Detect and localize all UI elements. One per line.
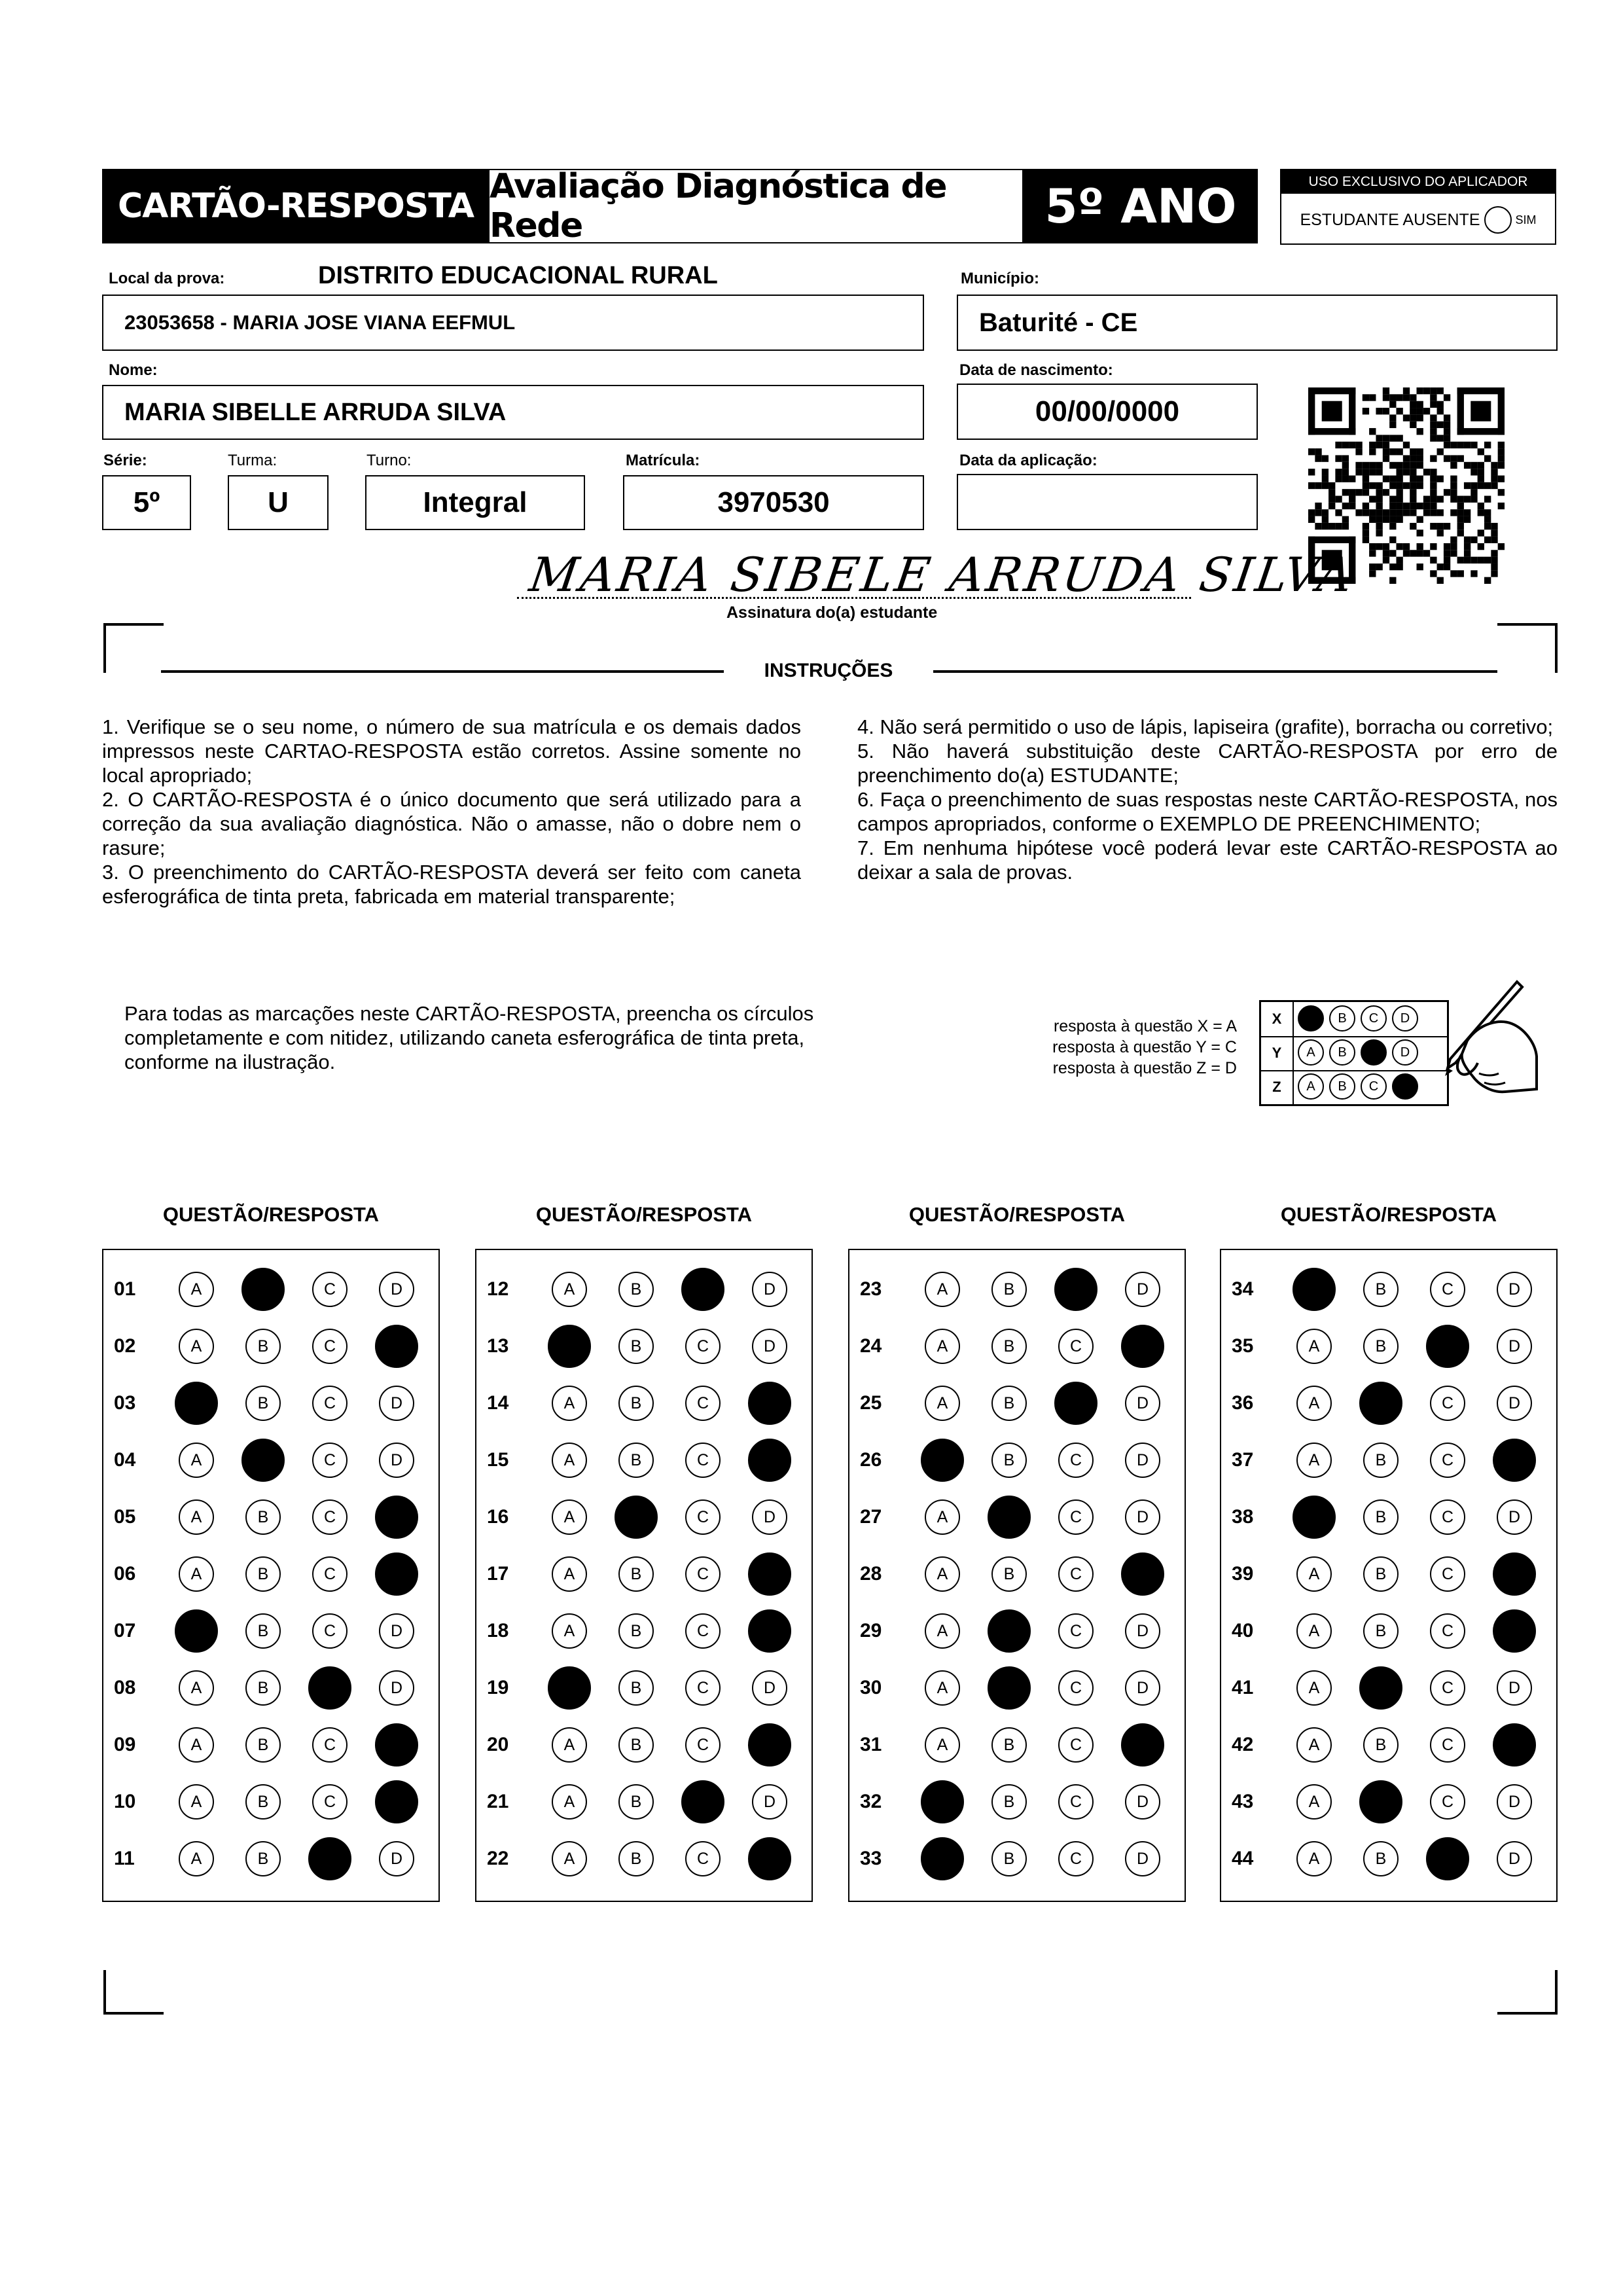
question-number: 06	[114, 1563, 136, 1585]
question-number: 44	[1232, 1848, 1254, 1869]
answer-bubble-38-b[interactable]: B	[1363, 1499, 1399, 1535]
turma-value: U	[268, 486, 289, 518]
example-bubble-c	[1361, 1039, 1387, 1066]
answer-bubble-28-c[interactable]: C	[1058, 1556, 1094, 1592]
question-column-title: QUESTÃO/RESPOSTA	[908, 1203, 1126, 1226]
answer-bubble-36-d[interactable]: D	[1497, 1386, 1532, 1421]
answer-bubble-02-b[interactable]: B	[245, 1329, 281, 1364]
question-number: 43	[1232, 1791, 1254, 1812]
answer-bubble-24-c[interactable]: C	[1058, 1329, 1094, 1364]
question-number: 07	[114, 1620, 136, 1641]
answer-bubble-19-a[interactable]	[548, 1666, 591, 1710]
answer-bubble-34-d[interactable]: D	[1497, 1272, 1532, 1307]
answer-bubble-40-c[interactable]: C	[1430, 1613, 1465, 1649]
question-number: 03	[114, 1392, 136, 1414]
instruction-6: 6. Faça o preenchimento de suas respostas neste CARTÃO-RESPOSTA, nos campos apropriados, conforme o EXEMPLO DE PREENCHIMENTO;	[857, 788, 1558, 835]
answer-bubble-39-a[interactable]: A	[1296, 1556, 1332, 1592]
example-key: Y	[1261, 1036, 1294, 1070]
question-number: 35	[1232, 1335, 1254, 1357]
answer-bubble-06-c[interactable]: C	[312, 1556, 348, 1592]
answer-bubble-39-d[interactable]	[1493, 1552, 1536, 1596]
answer-bubble-24-a[interactable]: A	[925, 1329, 960, 1364]
answer-bubble-13-a[interactable]	[548, 1325, 591, 1368]
divider-right	[933, 670, 1497, 673]
answer-bubble-35-d[interactable]: D	[1497, 1329, 1532, 1364]
answer-bubble-31-c[interactable]: C	[1058, 1727, 1094, 1763]
answer-bubble-06-a[interactable]: A	[179, 1556, 214, 1592]
instructions-title: INSTRUÇÕES	[764, 660, 893, 681]
answer-bubble-14-a[interactable]: A	[552, 1386, 587, 1421]
answer-bubble-40-b[interactable]: B	[1363, 1613, 1399, 1649]
answer-bubble-21-c[interactable]	[681, 1780, 724, 1823]
instructions-left	[102, 715, 801, 908]
instruction-2: 2. O CARTÃO-RESPOSTA é o único documento que será utilizado para a correção da sua avaliação diagnóstica. Não o amasse, não o dobre nem o rasure;	[102, 788, 801, 859]
question-number: 42	[1232, 1734, 1254, 1755]
question-number: 20	[487, 1734, 509, 1755]
answer-bubble-18-c[interactable]: C	[685, 1613, 721, 1649]
example-bubble-b: B	[1329, 1005, 1355, 1031]
answer-bubble-04-b[interactable]	[241, 1439, 285, 1482]
example-label-x: resposta à questão X = A	[1053, 1017, 1237, 1035]
answer-bubble-09-b[interactable]: B	[245, 1727, 281, 1763]
answer-bubble-01-b[interactable]	[241, 1268, 285, 1311]
example-bubble-c: C	[1361, 1005, 1387, 1031]
question-number: 32	[860, 1791, 882, 1812]
answer-bubble-11-a[interactable]: A	[179, 1841, 214, 1876]
answer-bubble-13-d[interactable]: D	[752, 1329, 787, 1364]
answer-bubble-06-d[interactable]	[375, 1552, 418, 1596]
answer-bubble-12-d[interactable]: D	[752, 1272, 787, 1307]
question-number: 08	[114, 1677, 136, 1698]
example-bubble-d: D	[1392, 1005, 1418, 1031]
answer-bubble-01-d[interactable]: D	[379, 1272, 414, 1307]
answer-bubble-22-b[interactable]: B	[618, 1841, 654, 1876]
nome-label: Nome:	[109, 361, 158, 379]
answer-bubble-28-a[interactable]: A	[925, 1556, 960, 1592]
answer-bubble-11-b[interactable]: B	[245, 1841, 281, 1876]
nome-value: MARIA SIBELLE ARRUDA SILVA	[124, 398, 507, 426]
answer-bubble-43-a[interactable]: A	[1296, 1784, 1332, 1820]
instruction-7: 7. Em nenhuma hipótese você poderá levar este CARTÃO-RESPOSTA ao deixar a sala de provas.	[857, 836, 1558, 884]
serie-label: Série:	[103, 452, 147, 469]
answer-bubble-08-d[interactable]: D	[379, 1670, 414, 1706]
answer-bubble-34-c[interactable]: C	[1430, 1272, 1465, 1307]
answer-bubble-17-a[interactable]: A	[552, 1556, 587, 1592]
aplicacao-field[interactable]	[957, 474, 1258, 530]
answer-bubble-39-b[interactable]: B	[1363, 1556, 1399, 1592]
answer-bubble-41-b[interactable]	[1359, 1666, 1402, 1710]
serie-value: 5º	[133, 486, 160, 518]
answer-bubble-16-a[interactable]: A	[552, 1499, 587, 1535]
nascimento-field	[957, 384, 1258, 440]
answer-bubble-34-a[interactable]	[1293, 1268, 1336, 1311]
answer-bubble-02-a[interactable]: A	[179, 1329, 214, 1364]
answer-bubble-33-a[interactable]	[921, 1837, 964, 1880]
answer-bubble-12-b[interactable]: B	[618, 1272, 654, 1307]
answer-bubble-01-a[interactable]: A	[179, 1272, 214, 1307]
answer-bubble-27-b[interactable]	[988, 1496, 1031, 1539]
answer-bubble-30-d[interactable]: D	[1125, 1670, 1160, 1706]
answer-bubble-14-b[interactable]: B	[618, 1386, 654, 1421]
absent-yes-label: SIM	[1515, 213, 1537, 226]
answer-bubble-06-b[interactable]: B	[245, 1556, 281, 1592]
question-number: 05	[114, 1506, 136, 1528]
municipio-label: Município:	[961, 270, 1039, 287]
answer-bubble-30-b[interactable]	[988, 1666, 1031, 1710]
answer-bubble-15-d[interactable]	[748, 1439, 791, 1482]
answer-bubble-09-a[interactable]: A	[179, 1727, 214, 1763]
answer-bubble-40-a[interactable]: A	[1296, 1613, 1332, 1649]
example-bubble-a: A	[1298, 1039, 1324, 1066]
district-name: DISTRITO EDUCACIONAL RURAL	[318, 262, 718, 289]
question-number: 36	[1232, 1392, 1254, 1414]
answer-bubble-11-d[interactable]: D	[379, 1841, 414, 1876]
example-bubble-a	[1298, 1005, 1324, 1031]
answer-bubble-14-d[interactable]	[748, 1382, 791, 1425]
answer-bubble-21-a[interactable]: A	[552, 1784, 587, 1820]
answer-bubble-05-d[interactable]	[375, 1496, 418, 1539]
answer-bubble-39-c[interactable]: C	[1430, 1556, 1465, 1592]
answer-bubble-40-d[interactable]	[1493, 1609, 1536, 1653]
student-signature: MARIA SIBELE ARRUDA SILVA	[526, 547, 1359, 602]
answer-bubble-03-c[interactable]: C	[312, 1386, 348, 1421]
question-number: 24	[860, 1335, 882, 1357]
nascimento-value: 00/00/0000	[1035, 395, 1180, 427]
question-number: 40	[1232, 1620, 1254, 1641]
local-value: 23053658 - MARIA JOSE VIANA EEFMUL	[124, 311, 516, 334]
question-number: 21	[487, 1791, 509, 1812]
question-number: 18	[487, 1620, 509, 1641]
answer-bubble-18-b[interactable]: B	[618, 1613, 654, 1649]
question-number: 01	[114, 1278, 136, 1300]
question-number: 27	[860, 1506, 882, 1528]
answer-bubble-10-a[interactable]: A	[179, 1784, 214, 1820]
answer-bubble-44-c[interactable]	[1426, 1837, 1469, 1880]
municipio-field	[957, 295, 1558, 351]
answer-bubble-15-b[interactable]: B	[618, 1443, 654, 1478]
answer-bubble-38-d[interactable]: D	[1497, 1499, 1532, 1535]
local-label: Local da prova:	[109, 270, 225, 287]
answer-bubble-42-d[interactable]	[1493, 1723, 1536, 1767]
answer-bubble-37-b[interactable]: B	[1363, 1443, 1399, 1478]
answer-bubble-13-c[interactable]: C	[685, 1329, 721, 1364]
answer-bubble-41-d[interactable]: D	[1497, 1670, 1532, 1706]
answer-bubble-02-c[interactable]: C	[312, 1329, 348, 1364]
question-column-title: QUESTÃO/RESPOSTA	[1280, 1203, 1497, 1226]
answer-bubble-17-b[interactable]: B	[618, 1556, 654, 1592]
question-number: 25	[860, 1392, 882, 1414]
question-number: 16	[487, 1506, 509, 1528]
absent-label: ESTUDANTE AUSENTE	[1300, 210, 1480, 229]
question-number: 09	[114, 1734, 136, 1755]
answer-bubble-22-d[interactable]	[748, 1837, 791, 1880]
answer-bubble-17-d[interactable]	[748, 1552, 791, 1596]
answer-bubble-07-a[interactable]	[175, 1609, 218, 1653]
answer-bubble-42-c[interactable]: C	[1430, 1727, 1465, 1763]
answer-bubble-10-d[interactable]	[375, 1780, 418, 1823]
answer-bubble-01-c[interactable]: C	[312, 1272, 348, 1307]
question-number: 12	[487, 1278, 509, 1300]
question-number: 26	[860, 1449, 882, 1471]
answer-bubble-26-c[interactable]: C	[1058, 1443, 1094, 1478]
pen-hand-illustration-icon	[1407, 978, 1538, 1109]
answer-bubble-29-c[interactable]: C	[1058, 1613, 1094, 1649]
answer-bubble-32-d[interactable]: D	[1125, 1784, 1160, 1820]
answer-bubble-04-d[interactable]: D	[379, 1443, 414, 1478]
matricula-field	[623, 475, 924, 530]
answer-bubble-44-d[interactable]: D	[1497, 1841, 1532, 1876]
answer-bubble-16-c[interactable]: C	[685, 1499, 721, 1535]
corner-mark-bottom-right	[1497, 1970, 1558, 2015]
answer-bubble-44-a[interactable]: A	[1296, 1841, 1332, 1876]
example-bubble-b: B	[1329, 1073, 1355, 1100]
answer-bubble-31-d[interactable]	[1121, 1723, 1164, 1767]
answer-bubble-43-d[interactable]: D	[1497, 1784, 1532, 1820]
question-number: 37	[1232, 1449, 1254, 1471]
corner-mark-top-right	[1497, 623, 1558, 673]
question-number: 22	[487, 1848, 509, 1869]
instruction-5: 5. Não haverá substituição deste CARTÃO-RESPOSTA por erro de preenchimento do(a) ESTUDANTE;	[857, 740, 1558, 787]
answer-bubble-29-d[interactable]: D	[1125, 1613, 1160, 1649]
answer-bubble-22-a[interactable]: A	[552, 1841, 587, 1876]
answer-bubble-27-d[interactable]: D	[1125, 1499, 1160, 1535]
turno-label: Turno:	[366, 452, 412, 469]
answer-bubble-26-a[interactable]	[921, 1439, 964, 1482]
question-number: 11	[114, 1848, 135, 1869]
answer-bubble-25-a[interactable]: A	[925, 1386, 960, 1421]
corner-mark-top-left	[103, 623, 164, 673]
answer-bubble-32-a[interactable]	[921, 1780, 964, 1823]
answer-bubble-28-d[interactable]	[1121, 1552, 1164, 1596]
matricula-label: Matrícula:	[626, 452, 700, 469]
nascimento-label: Data de nascimento:	[959, 361, 1113, 379]
question-number: 39	[1232, 1563, 1254, 1585]
example-key: X	[1261, 1002, 1294, 1036]
answer-bubble-36-c[interactable]: C	[1430, 1386, 1465, 1421]
answer-bubble-07-c[interactable]: C	[312, 1613, 348, 1649]
answer-bubble-19-b[interactable]: B	[618, 1670, 654, 1706]
question-number: 41	[1232, 1677, 1254, 1698]
answer-bubble-05-c[interactable]: C	[312, 1499, 348, 1535]
answer-bubble-27-c[interactable]: C	[1058, 1499, 1094, 1535]
answer-bubble-32-b[interactable]: B	[991, 1784, 1027, 1820]
instruction-3: 3. O preenchimento do CARTÃO-RESPOSTA deverá ser feito com caneta esferográfica de tinta preta, fabricada em material transparente;	[102, 861, 801, 908]
answer-bubble-05-a[interactable]: A	[179, 1499, 214, 1535]
answer-bubble-19-c[interactable]: C	[685, 1670, 721, 1706]
answer-bubble-07-b[interactable]: B	[245, 1613, 281, 1649]
answer-bubble-02-d[interactable]	[375, 1325, 418, 1368]
answer-bubble-35-b[interactable]: B	[1363, 1329, 1399, 1364]
answer-bubble-15-c[interactable]: C	[685, 1443, 721, 1478]
signature-label: Assinatura do(a) estudante	[726, 603, 938, 622]
question-number: 10	[114, 1791, 136, 1812]
answer-bubble-17-c[interactable]: C	[685, 1556, 721, 1592]
answer-bubble-42-a[interactable]: A	[1296, 1727, 1332, 1763]
answer-bubble-13-b[interactable]: B	[618, 1329, 654, 1364]
applicator-title: USO EXCLUSIVO DO APLICADOR	[1281, 170, 1555, 194]
divider-left	[161, 670, 724, 673]
question-number: 33	[860, 1848, 882, 1869]
answer-bubble-37-d[interactable]	[1493, 1439, 1536, 1482]
question-number: 17	[487, 1563, 509, 1585]
corner-mark-bottom-left	[103, 1970, 164, 2015]
answer-bubble-21-d[interactable]: D	[752, 1784, 787, 1820]
answer-bubble-12-a[interactable]: A	[552, 1272, 587, 1307]
answer-bubble-25-d[interactable]: D	[1125, 1386, 1160, 1421]
answer-bubble-30-a[interactable]: A	[925, 1670, 960, 1706]
answer-bubble-07-d[interactable]: D	[379, 1613, 414, 1649]
turma-field	[228, 475, 329, 530]
answer-bubble-20-b[interactable]: B	[618, 1727, 654, 1763]
answer-bubble-33-c[interactable]: C	[1058, 1841, 1094, 1876]
answer-bubble-08-c[interactable]	[308, 1666, 351, 1710]
answer-bubble-41-a[interactable]: A	[1296, 1670, 1332, 1706]
answer-bubble-30-c[interactable]: C	[1058, 1670, 1094, 1706]
question-number: 14	[487, 1392, 509, 1414]
question-column-title: QUESTÃO/RESPOSTA	[535, 1203, 753, 1226]
answer-bubble-12-c[interactable]	[681, 1268, 724, 1311]
answer-bubble-09-c[interactable]: C	[312, 1727, 348, 1763]
question-number: 04	[114, 1449, 136, 1471]
answer-bubble-08-a[interactable]: A	[179, 1670, 214, 1706]
answer-bubble-35-c[interactable]	[1426, 1325, 1469, 1368]
answer-bubble-10-b[interactable]: B	[245, 1784, 281, 1820]
answer-bubble-16-b[interactable]	[615, 1496, 658, 1539]
answer-bubble-38-a[interactable]	[1293, 1496, 1336, 1539]
answer-bubble-38-c[interactable]: C	[1430, 1499, 1465, 1535]
question-number: 15	[487, 1449, 509, 1471]
answer-bubble-18-a[interactable]: A	[552, 1613, 587, 1649]
question-number: 19	[487, 1677, 509, 1698]
answer-bubble-20-a[interactable]: A	[552, 1727, 587, 1763]
signature-line	[517, 597, 1191, 599]
answer-bubble-18-d[interactable]	[748, 1609, 791, 1653]
answer-bubble-24-d[interactable]	[1121, 1325, 1164, 1368]
card-title: CARTÃO-RESPOSTA	[102, 169, 490, 243]
answer-bubble-04-c[interactable]: C	[312, 1443, 348, 1478]
answer-bubble-26-b[interactable]: B	[991, 1443, 1027, 1478]
example-bubble-c: C	[1361, 1073, 1387, 1100]
answer-bubble-14-c[interactable]: C	[685, 1386, 721, 1421]
question-number: 31	[860, 1734, 882, 1755]
answer-bubble-20-c[interactable]: C	[685, 1727, 721, 1763]
aplicacao-label: Data da aplicação:	[959, 452, 1097, 469]
answer-bubble-27-a[interactable]: A	[925, 1499, 960, 1535]
answer-bubble-09-d[interactable]	[375, 1723, 418, 1767]
answer-bubble-43-c[interactable]: C	[1430, 1784, 1465, 1820]
serie-field	[102, 475, 191, 530]
answer-bubble-29-a[interactable]: A	[925, 1613, 960, 1649]
grade-badge: 5º ANO	[1024, 169, 1258, 243]
question-number: 13	[487, 1335, 509, 1357]
applicator-box	[1280, 169, 1556, 245]
answer-bubble-26-d[interactable]: D	[1125, 1443, 1160, 1478]
answer-bubble-15-a[interactable]: A	[552, 1443, 587, 1478]
question-number: 30	[860, 1677, 882, 1698]
question-column-title: QUESTÃO/RESPOSTA	[162, 1203, 380, 1226]
answer-bubble-23-b[interactable]: B	[991, 1272, 1027, 1307]
answer-bubble-03-b[interactable]: B	[245, 1386, 281, 1421]
nome-field	[102, 385, 924, 440]
example-bubble-b: B	[1329, 1039, 1355, 1066]
example-key: Z	[1261, 1070, 1294, 1104]
answer-bubble-21-b[interactable]: B	[618, 1784, 654, 1820]
exam-title: Avaliação Diagnóstica de Rede	[490, 169, 1024, 243]
answer-bubble-37-a[interactable]: A	[1296, 1443, 1332, 1478]
answer-bubble-19-d[interactable]: D	[752, 1670, 787, 1706]
answer-bubble-23-a[interactable]: A	[925, 1272, 960, 1307]
question-number: 23	[860, 1278, 882, 1300]
answer-bubble-28-b[interactable]: B	[991, 1556, 1027, 1592]
answer-bubble-23-d[interactable]: D	[1125, 1272, 1160, 1307]
question-number: 38	[1232, 1506, 1254, 1528]
question-number: 34	[1232, 1278, 1254, 1300]
answer-bubble-16-d[interactable]: D	[752, 1499, 787, 1535]
answer-bubble-22-c[interactable]: C	[685, 1841, 721, 1876]
answer-bubble-36-b[interactable]	[1359, 1382, 1402, 1425]
answer-bubble-05-b[interactable]: B	[245, 1499, 281, 1535]
answer-bubble-20-d[interactable]	[748, 1723, 791, 1767]
answer-bubble-44-b[interactable]: B	[1363, 1841, 1399, 1876]
absent-checkbox[interactable]	[1484, 206, 1512, 234]
example-label-y: resposta à questão Y = C	[1052, 1038, 1237, 1056]
answer-bubble-33-b[interactable]: B	[991, 1841, 1027, 1876]
question-number: 29	[860, 1620, 882, 1641]
answer-bubble-37-c[interactable]: C	[1430, 1443, 1465, 1478]
answer-bubble-31-b[interactable]: B	[991, 1727, 1027, 1763]
question-number: 02	[114, 1335, 136, 1357]
answer-bubble-41-c[interactable]: C	[1430, 1670, 1465, 1706]
instruction-1: 1. Verifique se o seu nome, o número de sua matrícula e os demais dados impressos neste CARTAO-RESPOSTA estão corretos. Assine somente no local apropriado;	[102, 715, 801, 787]
answer-bubble-31-a[interactable]: A	[925, 1727, 960, 1763]
answer-bubble-03-d[interactable]: D	[379, 1386, 414, 1421]
answer-bubble-36-a[interactable]: A	[1296, 1386, 1332, 1421]
example-bubble-d: D	[1392, 1039, 1418, 1066]
fill-instruction: Para todas as marcações neste CARTÃO-RESPOSTA, preencha os círculos completamente e com nitidez, utilizando caneta esferográfica de tinta preta, conforme na ilustração.	[124, 1002, 814, 1073]
answer-bubble-35-a[interactable]: A	[1296, 1329, 1332, 1364]
question-number: 28	[860, 1563, 882, 1585]
answer-bubble-25-b[interactable]: B	[991, 1386, 1027, 1421]
turno-value: Integral	[423, 486, 527, 518]
turma-label: Turma:	[228, 452, 277, 469]
answer-bubble-43-b[interactable]	[1359, 1780, 1402, 1823]
answer-bubble-23-c[interactable]	[1054, 1268, 1097, 1311]
answer-bubble-03-a[interactable]	[175, 1382, 218, 1425]
answer-bubble-42-b[interactable]: B	[1363, 1727, 1399, 1763]
answer-bubble-11-c[interactable]	[308, 1837, 351, 1880]
instruction-4: 4. Não será permitido o uso de lápis, lapiseira (grafite), borracha ou corretivo;	[857, 715, 1554, 738]
answer-bubble-10-c[interactable]: C	[312, 1784, 348, 1820]
example-labels	[936, 1016, 1237, 1079]
example-bubble-a: A	[1298, 1073, 1324, 1100]
municipio-value: Baturité - CE	[979, 308, 1138, 337]
answer-bubble-04-a[interactable]: A	[179, 1443, 214, 1478]
answer-bubble-08-b[interactable]: B	[245, 1670, 281, 1706]
answer-bubble-24-b[interactable]: B	[991, 1329, 1027, 1364]
answer-bubble-33-d[interactable]: D	[1125, 1841, 1160, 1876]
matricula-value: 3970530	[717, 486, 830, 518]
answer-bubble-29-b[interactable]	[988, 1609, 1031, 1653]
example-label-z: resposta à questão Z = D	[1052, 1059, 1237, 1077]
local-field	[102, 295, 924, 351]
instructions-right	[857, 715, 1558, 884]
answer-bubble-34-b[interactable]: B	[1363, 1272, 1399, 1307]
answer-bubble-32-c[interactable]: C	[1058, 1784, 1094, 1820]
turno-field	[365, 475, 585, 530]
answer-bubble-25-c[interactable]	[1054, 1382, 1097, 1425]
